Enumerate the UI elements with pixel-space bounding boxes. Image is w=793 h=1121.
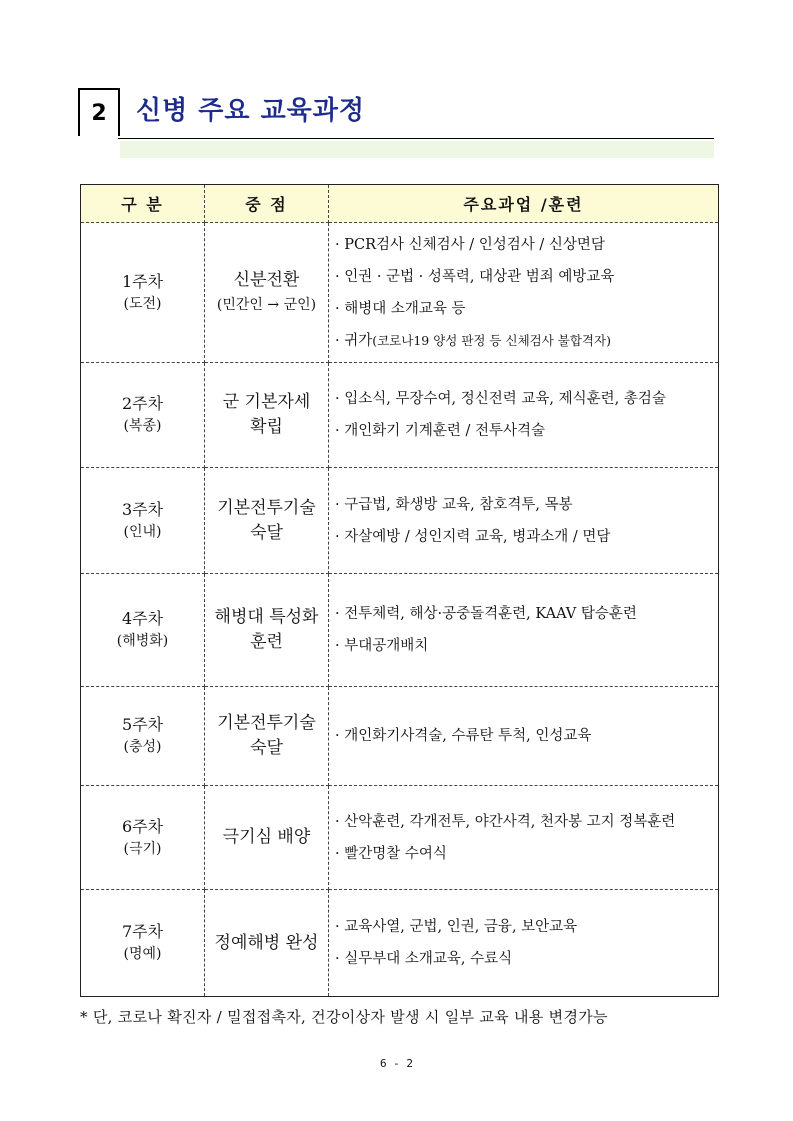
task-item: · 인권 · 군법 · 성폭력, 대상관 범죄 예방교육 <box>335 268 615 285</box>
focus-text: 기본전투기술 <box>217 497 316 518</box>
focus-subtext: (민간인 → 군인) <box>216 296 317 313</box>
week-label: 3주차 <box>121 499 164 519</box>
week-cell <box>81 786 205 890</box>
curriculum-table <box>80 184 719 997</box>
focus-text: 신분전환 <box>233 269 300 290</box>
header-tasks: 주요과업 /훈련 <box>329 185 719 223</box>
week-cell <box>81 574 205 687</box>
header-focus: 중 점 <box>205 185 329 223</box>
task-item-text: · 귀가 <box>335 332 373 349</box>
table-row <box>81 574 719 687</box>
tasks-cell <box>329 786 719 890</box>
week-label: 1주차 <box>121 271 164 291</box>
section-header <box>78 84 714 140</box>
table-row <box>81 363 719 468</box>
focus-text-line2: 훈련 <box>250 632 283 652</box>
week-motto: (도전) <box>123 295 162 312</box>
table-row <box>81 786 719 890</box>
table-row <box>81 687 719 786</box>
tasks-cell <box>329 574 719 687</box>
week-cell <box>81 363 205 468</box>
task-item: · PCR검사 신체검사 / 인성검사 / 신상면담 <box>335 236 605 253</box>
task-item: · 교육사열, 군법, 인권, 금융, 보안교육 <box>335 919 578 935</box>
week-motto: (복종) <box>123 418 162 434</box>
task-item: · 자살예방 / 성인지력 교육, 병과소개 / 면담 <box>335 528 611 545</box>
week-label: 7주차 <box>121 922 164 941</box>
focus-cell <box>205 223 329 363</box>
focus-cell <box>205 890 329 997</box>
focus-cell <box>205 786 329 890</box>
task-item: · 부대공개배치 <box>335 638 429 654</box>
focus-text-line2: 숙달 <box>250 522 283 543</box>
task-item: · 개인화기 기계훈련 / 전투사격술 <box>335 423 546 439</box>
week-cell <box>81 890 205 997</box>
tasks-cell <box>329 890 719 997</box>
table-row <box>81 890 719 997</box>
week-motto: (해병화) <box>116 633 169 649</box>
focus-cell <box>205 687 329 786</box>
header-rule <box>118 138 714 139</box>
table-row <box>81 223 719 363</box>
task-item <box>335 325 718 357</box>
task-item: · 전투체력, 해상·공중돌격훈련, KAAV 탑승훈련 <box>335 606 637 622</box>
task-item: · 구급법, 화생방 교육, 참호격투, 목봉 <box>335 496 573 513</box>
focus-text: 기본전투기술 <box>217 713 316 733</box>
week-motto: (극기) <box>123 840 162 857</box>
task-item: · 빨간명찰 수여식 <box>335 845 447 862</box>
week-label: 4주차 <box>121 609 164 628</box>
week-label: 5주차 <box>121 715 164 734</box>
tasks-cell <box>329 468 719 574</box>
page-number: 6 - 2 <box>379 1057 414 1070</box>
table-header-row <box>81 185 719 223</box>
section-number: 2 <box>78 88 120 136</box>
task-item: · 산악훈련, 각개전투, 야간사격, 천자봉 고지 정복훈련 <box>335 813 676 830</box>
focus-text-line2: 숙달 <box>250 738 283 758</box>
tasks-cell <box>329 363 719 468</box>
tasks-cell <box>329 687 719 786</box>
week-label: 6주차 <box>121 816 164 836</box>
table-row <box>81 468 719 574</box>
focus-cell <box>205 468 329 574</box>
week-cell <box>81 223 205 363</box>
week-label: 2주차 <box>121 394 164 413</box>
task-item: · 개인화기사격술, 수류탄 투척, 인성교육 <box>335 728 592 744</box>
task-item-note: (코로나19 양성 판정 등 신체검사 불합격자) <box>372 332 611 348</box>
week-cell <box>81 687 205 786</box>
task-item: · 해병대 소개교육 등 <box>335 300 466 317</box>
section-title: 신병 주요 교육과정 <box>136 96 366 126</box>
header-accent-bar <box>120 141 714 158</box>
focus-cell <box>205 574 329 687</box>
week-motto: (인내) <box>123 523 162 540</box>
focus-text-line2: 확립 <box>250 417 283 437</box>
tasks-cell <box>329 223 719 363</box>
footnote: * 단, 코로나 확진자 / 밀접접촉자, 건강이상자 발생 시 일부 교육 내용 변경가능 <box>80 1008 608 1026</box>
focus-text: 군 기본자세 <box>222 392 311 412</box>
header-category: 구 분 <box>81 185 205 223</box>
task-item: · 입소식, 무장수여, 정신전력 교육, 제식훈련, 총검술 <box>335 391 666 407</box>
task-item: · 실무부대 소개교육, 수료식 <box>335 951 513 967</box>
focus-cell <box>205 363 329 468</box>
week-cell <box>81 468 205 574</box>
week-motto: (충성) <box>123 739 162 755</box>
week-motto: (명예) <box>123 946 162 962</box>
focus-text: 해병대 특성화 <box>214 607 319 627</box>
focus-text: 극기심 배양 <box>222 827 311 847</box>
focus-text: 정예해병 완성 <box>214 932 319 953</box>
